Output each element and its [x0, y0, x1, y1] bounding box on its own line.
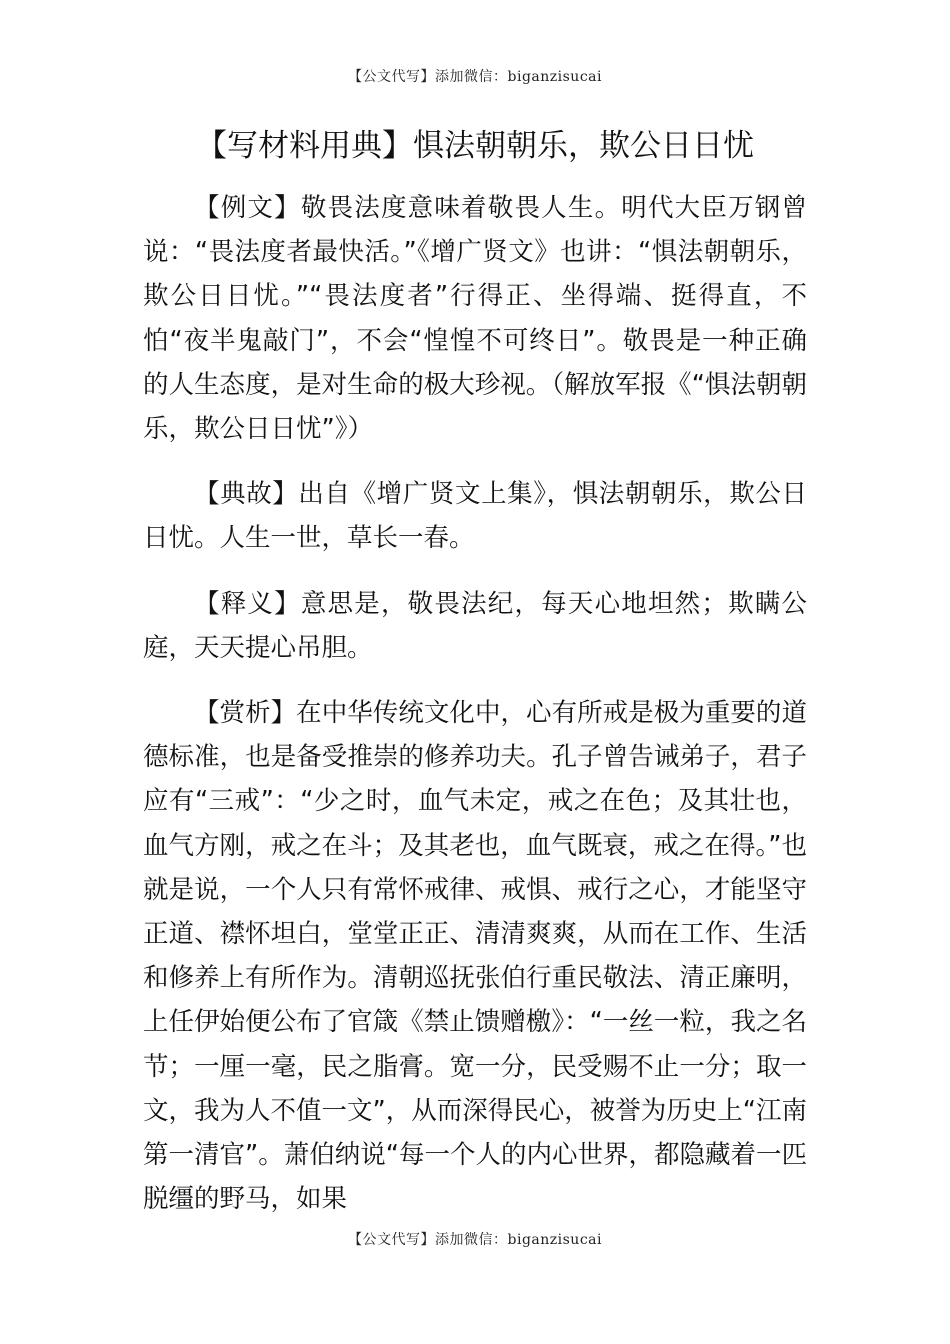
paragraph-text: 敬畏法度意味着敬畏人生。明代大臣万钢曾说：“畏法度者最快活。”《增广贤文》也讲：“惧法朝朝乐，欺公日日忧。”“畏法度者”行得正、坐得端、挺得直，不怕“夜半鬼敲门”，不会“惶惶不可终日”。敬畏是一种正确的人生态度，是对生命的极大珍视。（解放军报《“惧法朝朝乐，欺公日日忧”》）: [143, 193, 807, 445]
paragraph-example: [143, 186, 807, 451]
paragraph-meaning: [143, 582, 807, 670]
header-note: 【公文代写】添加微信：biganzisucai: [348, 69, 602, 85]
paragraph-tag: 【赏析】: [194, 698, 297, 729]
paragraph-tag: 【例文】: [194, 193, 301, 223]
footer-note: 【公文代写】添加微信：biganzisucai: [348, 1232, 602, 1248]
paragraph-text: 出自《增广贤文上集》，惧法朝朝乐，欺公日日忧。人生一世，草长一春。: [143, 479, 807, 554]
paragraph-allusion: [143, 472, 807, 560]
paragraph-text: 意思是，敬畏法纪，每天心地坦然；欺瞒公庭，天天提心吊胆。: [143, 588, 807, 663]
article-body: [143, 186, 807, 1242]
paragraph-text: 在中华传统文化中，心有所戒是极为重要的道德标准，也是备受推崇的修养功夫。孔子曾告诫弟子，君子应有“三戒”：“少之时，血气未定，戒之在色；及其壮也，血气方刚，戒之在斗；及其老也，血气既衰，戒之在得。”也就是说，一个人只有常怀戒律、戒惧、戒行之心，才能坚守正道、襟怀坦白，堂堂正正、清清爽爽，从而在工作、生活和修养上有所作为。清朝巡抚张伯行重民敬法、清正廉明，上任伊始便公布了官箴《禁止馈赠檄》：“一丝一粒，我之名节；一厘一毫，民之脂膏。宽一分，民受赐不止一分；取一文，我为人不值一文”，从而深得民心，被誉为历史上“江南第一清官”。萧伯纳说“每一个人的内心世界，都隐藏着一匹脱缰的野马，如果: [143, 698, 807, 1215]
paragraph-analysis: [143, 691, 807, 1221]
paragraph-tag: 【释义】: [194, 588, 301, 619]
page-title: 【写材料用典】惧法朝朝乐，欺公日日忧: [196, 128, 754, 164]
paragraph-tag: 【典故】: [194, 479, 299, 510]
